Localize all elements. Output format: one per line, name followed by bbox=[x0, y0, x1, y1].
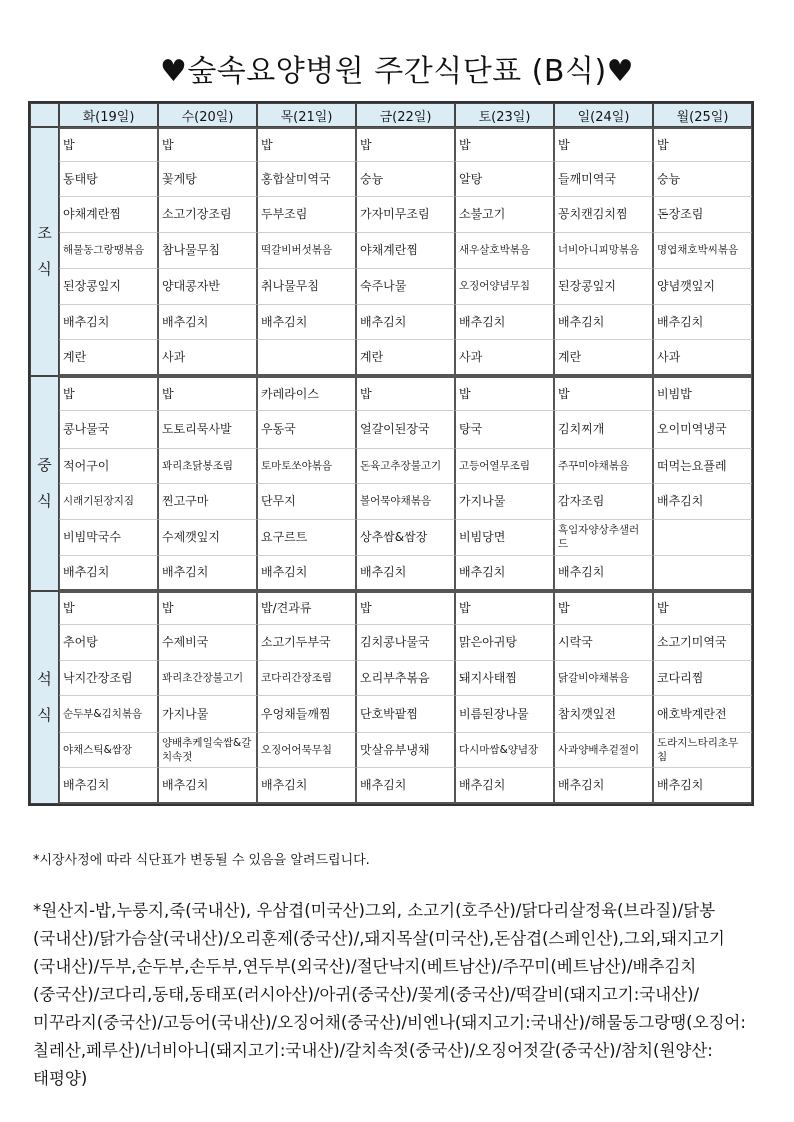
menu-item: 우엉채들깨찜 bbox=[257, 696, 356, 733]
menu-item: 밥/견과류 bbox=[257, 591, 356, 626]
menu-item: 배추김치 bbox=[455, 556, 554, 591]
menu-item: 밥 bbox=[158, 591, 257, 626]
menu-item: 배추김치 bbox=[257, 556, 356, 591]
menu-item: 숭늉 bbox=[356, 162, 455, 198]
menu-item: 숙주나물 bbox=[356, 269, 455, 305]
menu-item: 배추김치 bbox=[554, 305, 653, 341]
menu-item: 수제깻잎지 bbox=[158, 520, 257, 557]
menu-item: 계란 bbox=[554, 340, 653, 376]
menu-item: 숭늉 bbox=[653, 162, 752, 198]
menu-row bbox=[30, 484, 752, 520]
menu-row bbox=[30, 520, 752, 557]
menu-item: 배추김치 bbox=[257, 768, 356, 804]
menu-item: 밥 bbox=[554, 591, 653, 626]
menu-item: 돈육고추장불고기 bbox=[356, 449, 455, 485]
menu-item: 배추김치 bbox=[59, 768, 158, 804]
menu-item: 배추김치 bbox=[59, 556, 158, 591]
menu-item: 배추김치 bbox=[455, 305, 554, 341]
menu-item: 순두부&김치볶음 bbox=[59, 696, 158, 733]
menu-item: 애호박계란전 bbox=[653, 696, 752, 733]
menu-row bbox=[30, 269, 752, 305]
menu-row bbox=[30, 340, 752, 376]
menu-item: 요구르트 bbox=[257, 520, 356, 557]
menu-item: 계란 bbox=[59, 340, 158, 376]
menu-row bbox=[30, 305, 752, 341]
menu-item: 시래기된장지짐 bbox=[59, 484, 158, 520]
menu-item: 소고기미역국 bbox=[653, 625, 752, 661]
menu-item: 밥 bbox=[455, 127, 554, 162]
origin-notice: *원산지-밥,누룽지,죽(국내산), 우삼겹(미국산)그외, 소고기(호주산)/닭다리살정육(브라질)/닭봉(국내산)/닭가슴살(국내산)/오리훈제(중국산)/,돼지목살(미국산),돈삼겹(스페인산),그외,돼지고기(국내산)/두부,순두부,손두부,연두부(외국산)/절단낙지(베트남산)/주꾸미(베트남산)/배추김치(중국산)/코다리,동태,동태포(러시아산)/아귀(중국산)/꽃게(중국산)/떡갈비(돼지고기:국내산)/미꾸라지(중국산)/고등어(국내산)/오징어채(중국산)/비엔나(돼지고기:국내산)/해물동그랑땡(오징어:칠레산,페루산)/너비아니(돼지고기:국내산)/갈치속젓(중국산)/오징어젓갈(중국산)/참치(원양산:태평양) bbox=[33, 901, 746, 1088]
day-header: 목(21일) bbox=[257, 103, 356, 127]
menu-item: 배추김치 bbox=[653, 305, 752, 341]
menu-item: 다시마쌈&양념장 bbox=[455, 733, 554, 769]
menu-item: 밥 bbox=[59, 376, 158, 412]
menu-item: 볼어묵야채볶음 bbox=[356, 484, 455, 520]
menu-item: 양대콩자반 bbox=[158, 269, 257, 305]
menu-item: 알탕 bbox=[455, 162, 554, 198]
menu-item: 취나물무침 bbox=[257, 269, 356, 305]
menu-item: 밥 bbox=[158, 127, 257, 162]
menu-row bbox=[30, 197, 752, 233]
menu-item: 배추김치 bbox=[356, 768, 455, 804]
menu-item: 밥 bbox=[455, 376, 554, 412]
menu-item: 배추김치 bbox=[257, 305, 356, 341]
corner-cell bbox=[30, 103, 59, 127]
menu-item: 단호박팥찜 bbox=[356, 696, 455, 733]
menu-item: 두부조림 bbox=[257, 197, 356, 233]
menu-item: 돼지사태찜 bbox=[455, 661, 554, 697]
menu-item: 소불고기 bbox=[455, 197, 554, 233]
menu-item: 오이미역냉국 bbox=[653, 411, 752, 449]
menu-item: 돈장조림 bbox=[653, 197, 752, 233]
menu-item: 계란 bbox=[356, 340, 455, 376]
menu-item: 새우살호박볶음 bbox=[455, 233, 554, 270]
menu-row bbox=[30, 625, 752, 661]
menu-item: 코다리찜 bbox=[653, 661, 752, 697]
menu-item bbox=[653, 520, 752, 557]
menu-item: 떡갈비버섯볶음 bbox=[257, 233, 356, 270]
menu-item bbox=[257, 340, 356, 376]
menu-item: 밥 bbox=[455, 591, 554, 626]
day-header-row bbox=[30, 103, 752, 127]
menu-item: 코다리간장조림 bbox=[257, 661, 356, 697]
menu-item: 단무지 bbox=[257, 484, 356, 520]
menu-item: 비빔밥 bbox=[653, 376, 752, 412]
menu-item: 찐고구마 bbox=[158, 484, 257, 520]
menu-item: 비빔막국수 bbox=[59, 520, 158, 557]
menu-row bbox=[30, 162, 752, 198]
menu-item: 밥 bbox=[554, 127, 653, 162]
menu-item: 사과 bbox=[455, 340, 554, 376]
menu-row bbox=[30, 733, 752, 769]
menu-row bbox=[30, 411, 752, 449]
menu-row bbox=[30, 591, 752, 626]
menu-item: 밥 bbox=[356, 591, 455, 626]
menu-item: 주꾸미야채볶음 bbox=[554, 449, 653, 485]
menu-item: 얼갈이된장국 bbox=[356, 411, 455, 449]
menu-item: 야채계란찜 bbox=[356, 233, 455, 270]
meal-label-lunch: 중 식 bbox=[30, 376, 59, 591]
menu-item: 야채계란찜 bbox=[59, 197, 158, 233]
menu-item: 꽈리초닭봉조림 bbox=[158, 449, 257, 485]
menu-item: 꽈리초간장불고기 bbox=[158, 661, 257, 697]
menu-item: 우동국 bbox=[257, 411, 356, 449]
menu-item: 상추쌈&쌈장 bbox=[356, 520, 455, 557]
menu-row bbox=[30, 768, 752, 804]
menu-row bbox=[30, 449, 752, 485]
menu-item: 가지나물 bbox=[158, 696, 257, 733]
menu-item: 도토리묵사발 bbox=[158, 411, 257, 449]
menu-row bbox=[30, 376, 752, 412]
menu-item: 동태탕 bbox=[59, 162, 158, 198]
menu-item: 소고기두부국 bbox=[257, 625, 356, 661]
menu-item: 토마토쏘야볶음 bbox=[257, 449, 356, 485]
menu-item: 떠먹는요플레 bbox=[653, 449, 752, 485]
menu-item: 오징어어묵무침 bbox=[257, 733, 356, 769]
menu-item: 밥 bbox=[59, 127, 158, 162]
menu-item: 사과 bbox=[653, 340, 752, 376]
menu-item: 사과양배추겉절이 bbox=[554, 733, 653, 769]
day-header: 토(23일) bbox=[455, 103, 554, 127]
menu-item: 고등어열무조림 bbox=[455, 449, 554, 485]
menu-item: 명엽채호박씨볶음 bbox=[653, 233, 752, 270]
menu-item: 밥 bbox=[356, 127, 455, 162]
menu-item: 콩나물국 bbox=[59, 411, 158, 449]
menu-item: 도라지느타리초무침 bbox=[653, 733, 752, 769]
menu-item: 적어구이 bbox=[59, 449, 158, 485]
menu-item: 오징어양념무침 bbox=[455, 269, 554, 305]
menu-item: 오리부추볶음 bbox=[356, 661, 455, 697]
weekly-menu-table bbox=[28, 101, 754, 806]
menu-item: 해물동그랑땡볶음 bbox=[59, 233, 158, 270]
menu-item: 가자미무조림 bbox=[356, 197, 455, 233]
menu-item: 야채스틱&쌈장 bbox=[59, 733, 158, 769]
menu-item: 밥 bbox=[59, 591, 158, 626]
menu-item: 배추김치 bbox=[653, 484, 752, 520]
menu-item: 된장콩잎지 bbox=[554, 269, 653, 305]
menu-item: 카레라이스 bbox=[257, 376, 356, 412]
menu-item: 밥 bbox=[356, 376, 455, 412]
menu-item: 밥 bbox=[158, 376, 257, 412]
menu-item: 너비아니피망볶음 bbox=[554, 233, 653, 270]
menu-item: 추어탕 bbox=[59, 625, 158, 661]
menu-row bbox=[30, 696, 752, 733]
menu-row bbox=[30, 233, 752, 270]
menu-item: 참치깻잎전 bbox=[554, 696, 653, 733]
menu-item: 배추김치 bbox=[158, 305, 257, 341]
menu-item: 비름된장나물 bbox=[455, 696, 554, 733]
menu-item: 닭갈비야채볶음 bbox=[554, 661, 653, 697]
menu-item: 배추김치 bbox=[455, 768, 554, 804]
menu-item: 낙지간장조림 bbox=[59, 661, 158, 697]
menu-row bbox=[30, 556, 752, 591]
menu-item: 배추김치 bbox=[554, 768, 653, 804]
menu-row bbox=[30, 661, 752, 697]
menu-item: 배추김치 bbox=[554, 556, 653, 591]
menu-item: 비빔당면 bbox=[455, 520, 554, 557]
menu-item: 흑임자양상추샐러드 bbox=[554, 520, 653, 557]
menu-item: 꽁치캔김치찜 bbox=[554, 197, 653, 233]
menu-item: 밥 bbox=[554, 376, 653, 412]
menu-item: 맛살유부냉채 bbox=[356, 733, 455, 769]
menu-item: 양념깻잎지 bbox=[653, 269, 752, 305]
menu-item: 김치찌개 bbox=[554, 411, 653, 449]
meal-label-dinner: 석 식 bbox=[30, 591, 59, 804]
menu-item: 들깨미역국 bbox=[554, 162, 653, 198]
day-header: 화(19일) bbox=[59, 103, 158, 127]
menu-item: 참나물무침 bbox=[158, 233, 257, 270]
menu-item: 된장콩잎지 bbox=[59, 269, 158, 305]
menu-item: 탕국 bbox=[455, 411, 554, 449]
menu-item: 가지나물 bbox=[455, 484, 554, 520]
page-title: ♥숲속요양병원 주간식단표 (B식)♥ bbox=[159, 54, 635, 89]
menu-item: 소고기장조림 bbox=[158, 197, 257, 233]
day-header: 일(24일) bbox=[554, 103, 653, 127]
day-header: 수(20일) bbox=[158, 103, 257, 127]
menu-item: 김치콩나물국 bbox=[356, 625, 455, 661]
menu-item: 양배추케일숙쌈&갈치속젓 bbox=[158, 733, 257, 769]
menu-item: 밥 bbox=[653, 591, 752, 626]
menu-row bbox=[30, 127, 752, 162]
menu-item bbox=[653, 556, 752, 591]
menu-item: 밥 bbox=[257, 127, 356, 162]
menu-item: 맑은아귀탕 bbox=[455, 625, 554, 661]
menu-item: 홍합살미역국 bbox=[257, 162, 356, 198]
menu-item: 밥 bbox=[653, 127, 752, 162]
menu-item: 사과 bbox=[158, 340, 257, 376]
menu-change-notice: *시장사정에 따라 식단표가 변동될 수 있음을 알려드립니다. bbox=[33, 853, 370, 868]
menu-item: 배추김치 bbox=[356, 556, 455, 591]
menu-item: 꽃게탕 bbox=[158, 162, 257, 198]
menu-item: 배추김치 bbox=[356, 305, 455, 341]
day-header: 금(22일) bbox=[356, 103, 455, 127]
menu-item: 배추김치 bbox=[59, 305, 158, 341]
menu-item: 시락국 bbox=[554, 625, 653, 661]
menu-item: 배추김치 bbox=[158, 768, 257, 804]
day-header: 월(25일) bbox=[653, 103, 752, 127]
menu-item: 배추김치 bbox=[158, 556, 257, 591]
meal-label-breakfast: 조 식 bbox=[30, 127, 59, 376]
menu-item: 감자조림 bbox=[554, 484, 653, 520]
menu-item: 배추김치 bbox=[653, 768, 752, 804]
menu-item: 수제비국 bbox=[158, 625, 257, 661]
